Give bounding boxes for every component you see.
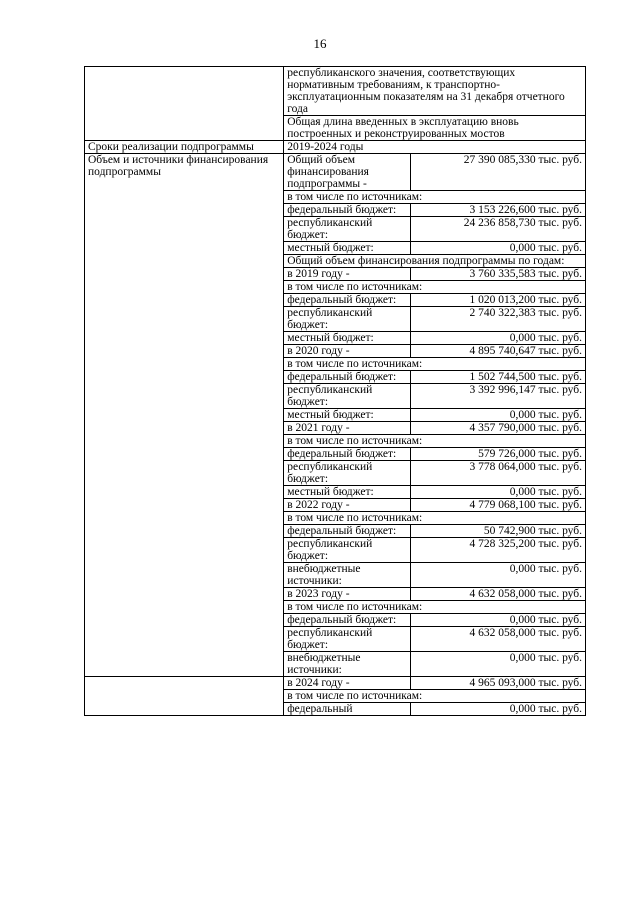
indicators-cell xyxy=(284,67,586,141)
financing-source-label: федеральный бюджет: xyxy=(284,371,411,384)
financing-label: Объем и источники финансирования подпрограммы xyxy=(85,154,284,677)
financing-source-label: в 2023 году - xyxy=(284,588,411,601)
financing-source-label: республиканский бюджет: xyxy=(284,384,411,409)
financing-amount: 4 632 058,000 тыс. руб. xyxy=(411,627,585,652)
financing-amount: 4 728 325,200 тыс. руб. xyxy=(411,538,585,563)
table-row-indicators xyxy=(85,67,586,141)
financing-source-label: федеральный бюджет: xyxy=(284,525,411,538)
financing-subheading: в том числе по источникам: xyxy=(284,690,585,703)
financing-source-label: республиканский бюджет: xyxy=(284,627,411,652)
financing-source-label: республиканский бюджет: xyxy=(284,461,411,486)
table-row-financing xyxy=(85,154,586,677)
financing-row xyxy=(284,461,585,486)
financing-amount: 2 740 322,383 тыс. руб. xyxy=(411,307,585,332)
financing-amount: 4 895 740,647 тыс. руб. xyxy=(411,345,585,358)
financing-row xyxy=(284,448,585,461)
financing-source-label: внебюджетные источники: xyxy=(284,652,411,677)
terms-label: Сроки реализации подпрограммы xyxy=(85,141,284,154)
financing-row xyxy=(284,204,585,217)
financing-amount: 0,000 тыс. руб. xyxy=(509,703,582,715)
financing-row xyxy=(284,677,585,690)
financing-source-label: в 2019 году - xyxy=(284,268,411,281)
financing-amount: 27 390 085,330 тыс. руб. xyxy=(411,154,585,191)
financing-row xyxy=(284,525,585,538)
financing-source-label: внебюджетные источники: xyxy=(284,563,411,588)
financing-row xyxy=(284,371,585,384)
financing-source-label: республиканский бюджет: xyxy=(284,307,411,332)
financing-amount: 3 392 996,147 тыс. руб. xyxy=(411,384,585,409)
financing-row xyxy=(284,332,585,345)
financing-row xyxy=(284,255,585,268)
financing-amount: 0,000 тыс. руб. xyxy=(411,409,585,422)
financing-source-label: местный бюджет: xyxy=(284,409,411,422)
indicator-text-2: Общая длина введенных в эксплуатацию вновь построенных и реконструированных мостов xyxy=(287,116,519,140)
financing-amount: 4 779 068,100 тыс. руб. xyxy=(411,499,585,512)
financing-row xyxy=(284,486,585,499)
financing-subheading: в том числе по источникам: xyxy=(284,358,585,371)
financing-source-label: в 2020 году - xyxy=(284,345,411,358)
financing-row xyxy=(284,294,585,307)
table-row-terms xyxy=(85,141,586,154)
financing-amount: 24 236 858,730 тыс. руб. xyxy=(411,217,585,242)
financing-row xyxy=(284,538,585,563)
indicator-text-1: республиканского значения, соответствующих нормативным требованиям, к транспортно-эксплуатационным показателям на 31 декабря отчетного года xyxy=(284,67,585,116)
financing-source-label: федеральный бюджет: xyxy=(284,204,411,217)
financing-amount: 3 760 335,583 тыс. руб. xyxy=(411,268,585,281)
financing-subheading: в том числе по источникам: xyxy=(284,191,585,204)
financing-row xyxy=(284,307,585,332)
financing-row xyxy=(284,652,585,677)
financing-row xyxy=(284,499,585,512)
financing-cell xyxy=(284,154,586,677)
financing-subheading: в том числе по источникам: xyxy=(284,435,585,448)
financing-amount: 4 965 093,000 тыс. руб. xyxy=(411,677,585,690)
financing-row xyxy=(284,703,585,716)
continued-cell xyxy=(284,677,586,716)
financing-source-label: Общий объем финансирования подпрограммы - xyxy=(284,154,411,191)
financing-subheading: в том числе по источникам: xyxy=(284,512,585,525)
financing-row xyxy=(284,154,585,191)
financing-amount: 1 502 744,500 тыс. руб. xyxy=(411,371,585,384)
financing-breakdown xyxy=(284,154,585,676)
financing-row xyxy=(284,384,585,409)
financing-amount: 579 726,000 тыс. руб. xyxy=(411,448,585,461)
financing-row xyxy=(284,217,585,242)
financing-row xyxy=(284,358,585,371)
financing-row xyxy=(284,435,585,448)
financing-amount: 0,000 тыс. руб. xyxy=(411,563,585,588)
financing-amount: 4 632 058,000 тыс. руб. xyxy=(411,588,585,601)
financing-row xyxy=(284,614,585,627)
financing-source-label: федеральный xyxy=(284,703,411,716)
financing-row xyxy=(284,690,585,703)
financing-source-label: в 2022 году - xyxy=(284,499,411,512)
passport-table xyxy=(84,66,586,716)
financing-source-label: местный бюджет: xyxy=(284,242,411,255)
financing-amount: 0,000 тыс. руб. xyxy=(509,652,582,664)
financing-row xyxy=(284,281,585,294)
financing-row xyxy=(284,268,585,281)
financing-subheading: в том числе по источникам: xyxy=(284,281,585,294)
terms-value: 2019-2024 годы xyxy=(284,141,586,154)
financing-source-label: местный бюджет: xyxy=(284,332,411,345)
financing-amount: 0,000 тыс. руб. xyxy=(411,332,585,345)
financing-source-label: федеральный бюджет: xyxy=(284,294,411,307)
financing-row xyxy=(284,242,585,255)
continued-label-empty xyxy=(85,677,284,716)
financing-source-label: республиканский бюджет: xyxy=(284,217,411,242)
financing-source-label: республиканский бюджет: xyxy=(284,538,411,563)
financing-subheading: Общий объем финансирования подпрограммы по годам: xyxy=(284,255,585,268)
financing-row xyxy=(284,601,585,614)
financing-amount: 0,000 тыс. руб. xyxy=(411,242,585,255)
financing-row xyxy=(284,409,585,422)
row-label-empty xyxy=(85,67,284,141)
financing-amount: 1 020 013,200 тыс. руб. xyxy=(411,294,585,307)
financing-source-label: местный бюджет: xyxy=(284,486,411,499)
financing-row xyxy=(284,627,585,652)
financing-breakdown-continued xyxy=(284,677,585,715)
financing-source-label: в 2024 году - xyxy=(284,677,411,690)
financing-amount: 3 153 226,600 тыс. руб. xyxy=(411,204,585,217)
financing-amount: 3 778 064,000 тыс. руб. xyxy=(411,461,585,486)
financing-amount: 50 742,900 тыс. руб. xyxy=(411,525,585,538)
financing-amount: 0,000 тыс. руб. xyxy=(411,614,585,627)
financing-row xyxy=(284,588,585,601)
financing-source-label: в 2021 году - xyxy=(284,422,411,435)
page-number: 16 xyxy=(313,36,327,51)
financing-row xyxy=(284,345,585,358)
financing-row xyxy=(284,422,585,435)
financing-row xyxy=(284,512,585,525)
financing-row xyxy=(284,563,585,588)
table-row-financing-continued xyxy=(85,677,586,716)
financing-amount: 4 357 790,000 тыс. руб. xyxy=(411,422,585,435)
financing-source-label: федеральный бюджет: xyxy=(284,614,411,627)
financing-amount: 0,000 тыс. руб. xyxy=(411,486,585,499)
financing-source-label: федеральный бюджет: xyxy=(284,448,411,461)
financing-row xyxy=(284,191,585,204)
financing-subheading: в том числе по источникам: xyxy=(284,601,585,614)
